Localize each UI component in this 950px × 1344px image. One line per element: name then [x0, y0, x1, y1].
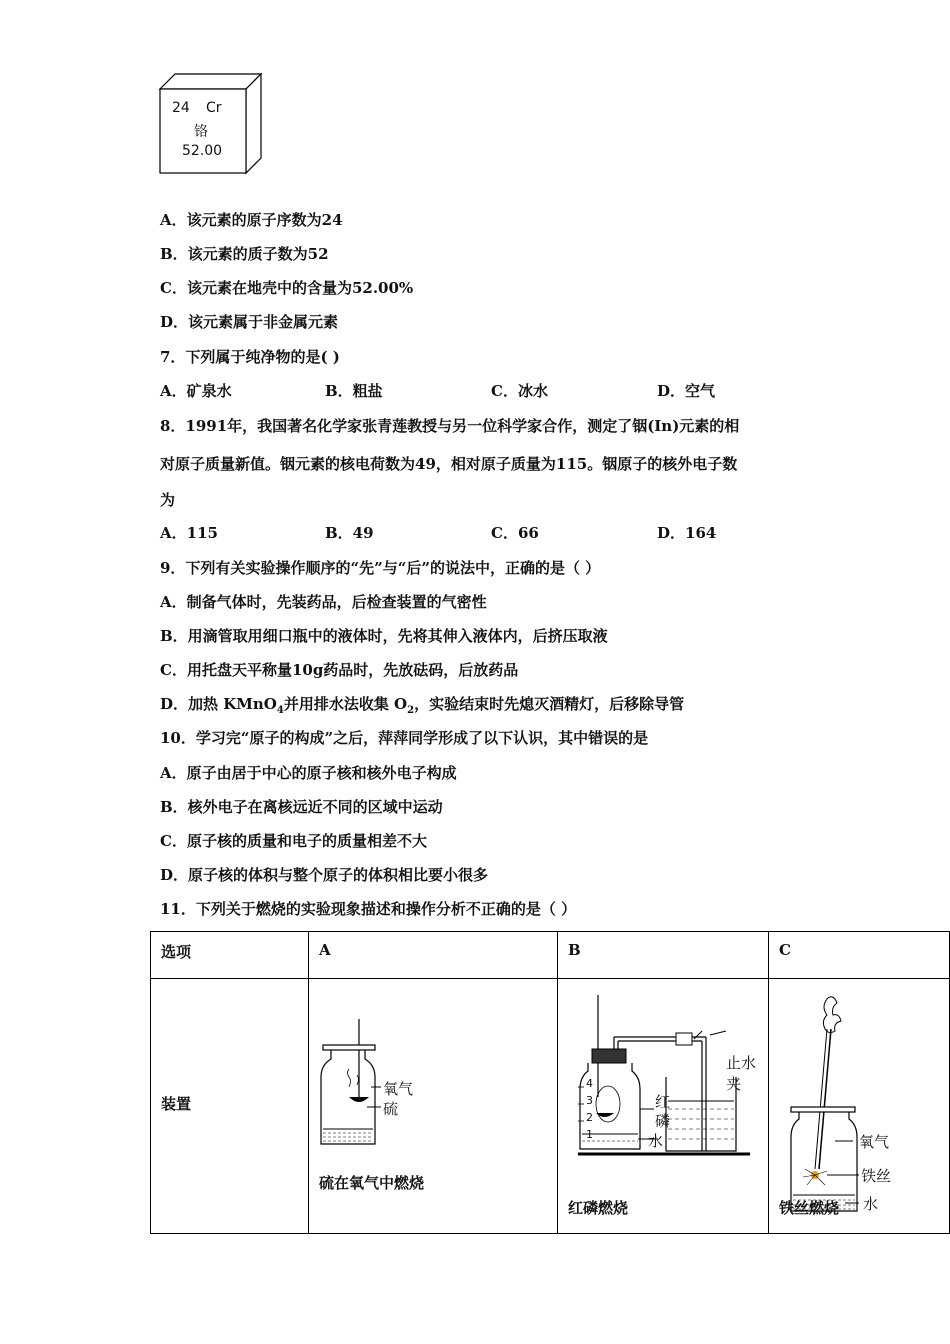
- sulfur-burning-apparatus: [309, 979, 557, 1233]
- header-cell-c: C: [769, 932, 950, 979]
- q8-stem-line2: 对原子质量新值。铟元素的核电荷数为49，相对原子质量为115。铟原子的核外电子数: [160, 455, 738, 473]
- label-oxygen-c: 氧气: [859, 1133, 890, 1151]
- q8-option-b: B．49: [325, 524, 374, 542]
- scale-2: 2: [586, 1111, 593, 1124]
- q8-option-d: D．164: [657, 524, 717, 542]
- element-cube-drawing: [158, 72, 264, 178]
- caption-c: 铁丝燃烧: [779, 1199, 840, 1217]
- q10-option-b: B．核外电子在离核远近不同的区域中运动: [160, 798, 443, 816]
- q8-stem-line1: 8．1991年，我国著名化学家张青莲教授与另一位科学家合作，测定了铟(In)元素的相: [160, 417, 740, 435]
- atomic-mass: 52.00: [182, 143, 223, 159]
- element-symbol: Cr: [206, 100, 222, 116]
- q7-option-d: D．空气: [657, 382, 716, 400]
- header-cell-a: A: [309, 932, 558, 979]
- q9-d-sub-2: 2: [407, 705, 415, 716]
- q8-option-c: C．66: [491, 524, 539, 542]
- element-card: [158, 72, 264, 178]
- cell-b: [558, 979, 769, 1234]
- q9-option-c: C．用托盘天平称量10g药品时，先放砝码，后放药品: [160, 661, 519, 679]
- label-water-b: 水: [648, 1132, 664, 1150]
- q9-stem: 9．下列有关实验操作顺序的“先”与“后”的说法中，正确的是（ ）: [160, 559, 601, 577]
- q9-d-text-3: ，实验结束时先熄灭酒精灯，后移除导管: [414, 695, 685, 713]
- q10-option-c: C．原子核的质量和电子的质量相差不大: [160, 832, 427, 850]
- label-red: 红: [655, 1093, 671, 1111]
- q6-option-a: A．该元素的原子序数为24: [160, 211, 343, 229]
- q9-d-text-2: 并用排水法收集 O: [283, 695, 408, 713]
- q7-option-c: C．冰水: [491, 382, 548, 400]
- scale-4: 4: [586, 1077, 593, 1090]
- cell-c: [769, 979, 950, 1234]
- q6-option-c: C．该元素在地壳中的含量为52.00%: [160, 279, 414, 297]
- label-oxygen-a: 氧气: [383, 1080, 414, 1098]
- q11-stem: 11．下列关于燃烧的实验现象描述和操作分析不正确的是（ ）: [160, 900, 577, 918]
- row-label-cell: [151, 979, 309, 1234]
- q9-option-d: [160, 694, 684, 721]
- q8-option-a: A．115: [160, 524, 218, 542]
- label-iron-wire: 铁丝: [861, 1167, 892, 1185]
- q10-option-d: D．原子核的体积与整个原子的体积相比要小很多: [160, 866, 489, 884]
- q6-option-d: D．该元素属于非金属元素: [160, 313, 339, 331]
- element-name: 铬: [194, 124, 208, 140]
- label-water-c: 水: [863, 1195, 879, 1213]
- table-row: [151, 979, 950, 1234]
- iron-wire-apparatus: [769, 979, 949, 1233]
- q11-table: [150, 931, 950, 1234]
- q8-stem-line3: 为: [160, 491, 176, 509]
- caption-b: 红磷燃烧: [568, 1199, 629, 1217]
- scale-1: 1: [586, 1128, 593, 1141]
- label-sulfur: 硫: [383, 1100, 399, 1118]
- q6-option-b: B．该元素的质子数为52: [160, 245, 329, 263]
- q7-option-a: A．矿泉水: [160, 382, 232, 400]
- q10-stem: 10．学习完“原子的构成”之后，萍萍同学形成了以下认识，其中错误的是: [160, 729, 649, 747]
- header-cell-b: B: [558, 932, 769, 979]
- q9-d-sub-1: 4: [276, 705, 284, 716]
- q9-d-text-1: D．加热 KMnO: [160, 695, 277, 713]
- atomic-number: 24: [172, 100, 190, 116]
- row-label: 装置: [161, 1095, 192, 1113]
- label-stop-clamp: 止水夹: [726, 1054, 757, 1093]
- cell-a: [309, 979, 558, 1234]
- header-cell-option: 选项: [151, 932, 309, 979]
- q9-option-a: A．制备气体时，先装药品，后检查装置的气密性: [160, 593, 487, 611]
- q10-option-a: A．原子由居于中心的原子核和核外电子构成: [160, 764, 457, 782]
- table-header-row: [151, 932, 950, 979]
- q9-option-b: B．用滴管取用细口瓶中的液体时，先将其伸入液体内，后挤压取液: [160, 627, 608, 645]
- caption-a: 硫在氧气中燃烧: [319, 1174, 425, 1192]
- scale-3: 3: [586, 1094, 593, 1107]
- q7-option-b: B．粗盐: [325, 382, 383, 400]
- label-phosphorus: 磷: [655, 1112, 671, 1130]
- q7-stem: 7．下列属于纯净物的是( ): [160, 348, 340, 366]
